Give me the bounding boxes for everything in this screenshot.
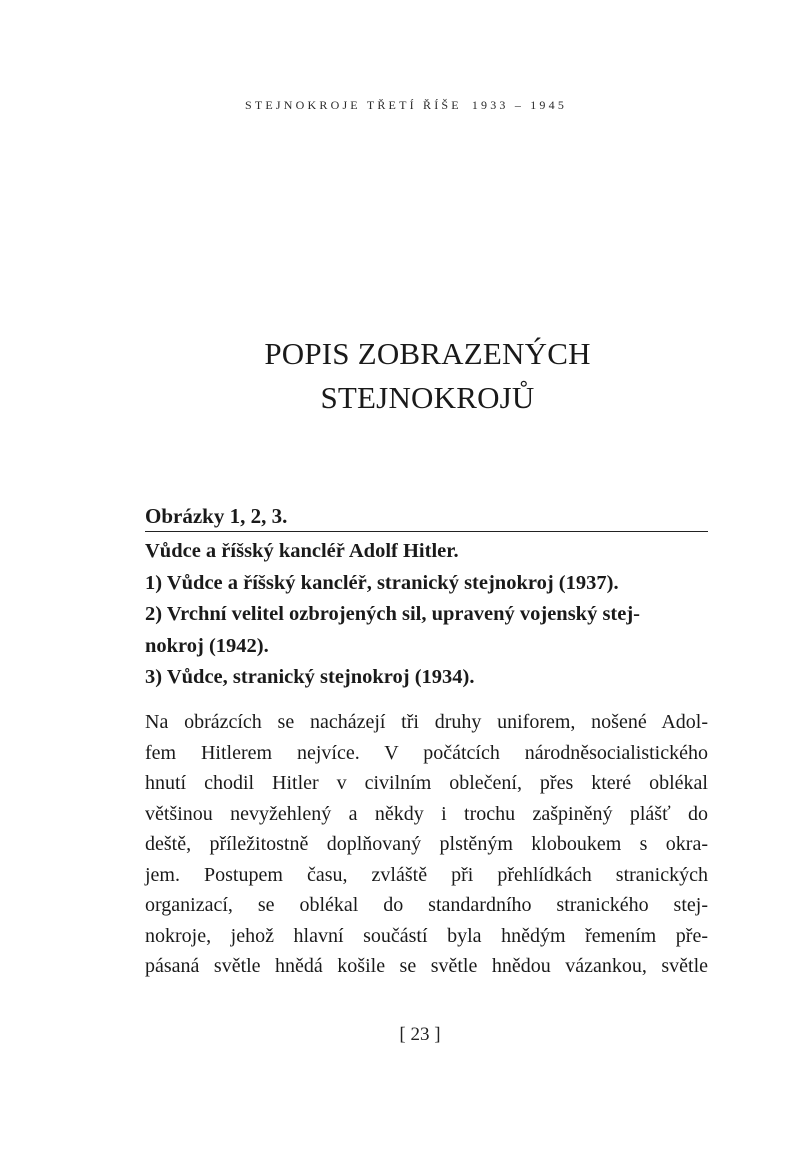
figure-caption-section	[145, 502, 708, 694]
body-line: Na obrázcích se nacházejí tři druhy uniforem, nošené Adol-	[145, 711, 708, 733]
chapter-title	[0, 332, 812, 420]
body-line: deště, příležitostně doplňovaný plstěným kloboukem s okra-	[145, 833, 708, 855]
figure-caption	[145, 536, 708, 694]
body-line: organizací, se oblékal do standardního stranického stej-	[145, 894, 708, 916]
figure-label: Obrázky 1, 2, 3.	[145, 502, 708, 532]
running-head-years: 1933 – 1945	[471, 98, 568, 112]
body-line: jem. Postupem času, zvláště při přehlídkách stranických	[145, 863, 708, 886]
body-line: nokroje, jehož hlavní součástí byla hnědým řemením pře-	[145, 924, 708, 947]
body-line: pásaná světle hnědá košile se světle hnědou vázankou, světle	[145, 955, 708, 977]
caption-line: 2) Vrchní velitel ozbrojených sil, upravený vojenský stej-	[145, 603, 641, 626]
caption-line: nokroj (1942).	[145, 634, 269, 657]
running-head-title: STEJNOKROJE TŘETÍ ŘÍŠE	[244, 98, 462, 112]
body-line: většinou nevyžehlený a někdy i trochu zašpiněný plášť do	[145, 802, 708, 825]
body-line: fem Hitlerem nejvíce. V počátcích národněsocialistického	[145, 741, 708, 764]
caption-line: 3) Vůdce, stranický stejnokroj (1934).	[145, 666, 475, 689]
caption-line: Vůdce a říšský kancléř Adolf Hitler.	[145, 540, 459, 562]
chapter-title-line-1: POPIS ZOBRAZENÝCH	[264, 336, 591, 371]
body-paragraph	[145, 707, 708, 982]
page-number: [ 23 ]	[399, 1024, 441, 1045]
chapter-title-line-2: STEJNOKROJŮ	[320, 380, 535, 415]
running-head	[0, 98, 812, 113]
body-line: hnutí chodil Hitler v civilním oblečení, přes které oblékal	[145, 772, 708, 794]
caption-line: 1) Vůdce a říšský kancléř, stranický stejnokroj (1937).	[145, 571, 619, 594]
